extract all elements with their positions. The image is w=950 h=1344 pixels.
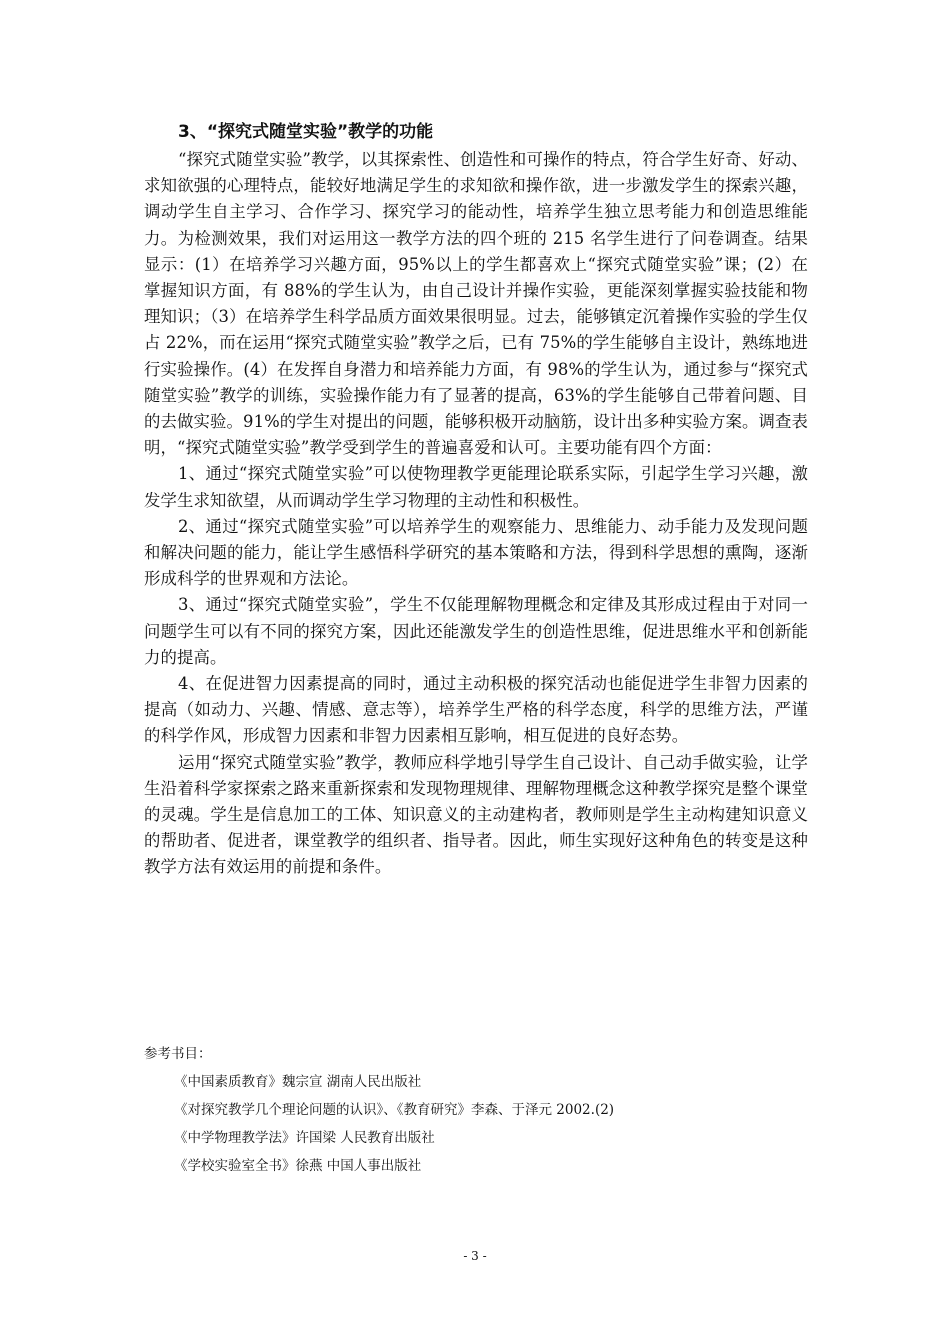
paragraph-function-4: 4、在促进智力因素提高的同时，通过主动积极的探究活动也能促进学生非智力因素的提高（如动力、兴趣、情感、意志等），培养学生严格的科学态度，科学的思维方法，严谨的科学作风，形成智力因素和非智力因素相互影响，相互促进的良好态势。	[144, 674, 808, 746]
paragraph-function-2: 2、通过“探究式随堂实验”可以培养学生的观察能力、思维能力、动手能力及发现问题和解决问题的能力，能让学生感悟科学研究的基本策略和方法，得到科学思想的熏陶，逐渐形成科学的世界观和方法论。	[144, 516, 808, 589]
main-content	[144, 119, 808, 881]
paragraph-survey: “探究式随堂实验”教学，以其探索性、创造性和可操作的特点，符合学生好奇、好动、求知欲强的心理特点，能较好地满足学生的求知欲和操作欲，进一步激发学生的探索兴趣，调动学生自主学习、合作学习、探究学习的能动性，培养学生独立思考能力和创造思维能力。为检测效果，我们对运用这一教学方法的四个班的 215 名学生进行了问卷调查。结果显示：(1）在培养学习兴趣方面，95%以上的学生都喜欢上“探究式随堂实验”课；(2）在掌握知识方面，有 88%的学生认为，由自己设计并操作实验，更能深刻掌握实验技能和物理知识；（3）在培养学生科学品质方面效果很明显。过去，能够镇定沉着操作实验的学生仅占 22%，而在运用“探究式随堂实验”教学之后，已有 75%的学生能够自主设计，熟练地进行实验操作。(4）在发挥自身潜力和培养能力方面，有 98%的学生认为，通过参与“探究式随堂实验”教学的训练，实验操作能力有了显著的提高，63%的学生能够自己带着问题、目的去做实验。91%的学生对提出的问题，能够积极开动脑筋，设计出多种实验方案。调查表明，“探究式随堂实验”教学受到学生的普遍喜爱和认可。主要功能有四个方面：	[144, 150, 808, 458]
reference-item: 《学校实验室全书》徐燕 中国人事出版社	[174, 1158, 422, 1174]
references-title: 参考书目：	[144, 1046, 212, 1062]
section-heading: 3、“探究式随堂实验”教学的功能	[178, 122, 434, 142]
reference-item: 《中国素质教育》魏宗宣 湖南人民出版社	[174, 1074, 422, 1090]
page-number: - 3 -	[463, 1249, 487, 1263]
reference-item: 《对探究教学几个理论问题的认识》、《教育研究》李森、于泽元 2002.(2)	[174, 1102, 615, 1118]
references-section	[144, 1040, 824, 1180]
paragraph-conclusion: 运用“探究式随堂实验”教学，教师应科学地引导学生自己设计、自己动手做实验，让学生沿着科学家探索之路来重新探索和发现物理规律、理解物理概念这种教学探究是整个课堂的灵魂。学生是信息加工的工体、知识意义的主动建构者，教师则是学生主动构建知识意义的帮助者、促进者，课堂教学的组织者、指导者。因此，师生实现好这种角色的转变是这种教学方法有效运用的前提和条件。	[144, 752, 808, 877]
paragraph-function-1: 1、通过“探究式随堂实验”可以使物理教学更能理论联系实际，引起学生学习兴趣，激发学生求知欲望，从而调动学生学习物理的主动性和积极性。	[144, 464, 808, 510]
paragraph-function-3: 3、通过“探究式随堂实验”，学生不仅能理解物理概念和定律及其形成过程由于对同一问题学生可以有不同的探究方案，因此还能激发学生的创造性思维，促进思维水平和创新能力的提高。	[144, 595, 808, 667]
reference-item: 《中学物理教学法》许国梁 人民教育出版社	[174, 1130, 435, 1146]
